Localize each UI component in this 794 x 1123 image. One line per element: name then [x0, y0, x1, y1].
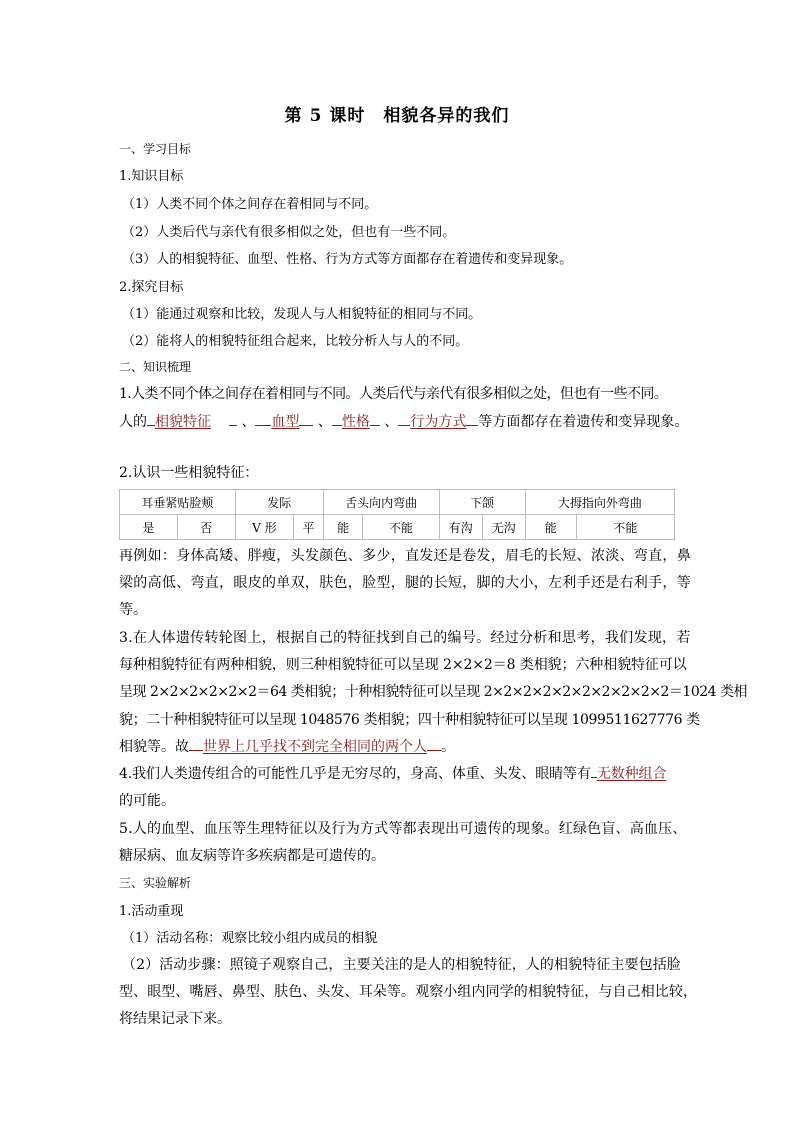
knowledge-goal-1: （1）人类不同个体之间存在着相同与不同。 — [122, 197, 378, 212]
blank — [427, 736, 441, 751]
text: 相貌等。故 — [119, 739, 189, 755]
separator: 、 — [384, 414, 399, 430]
activity-steps-line-2: 型、眼型、嘴唇、鼻型、肤色、头发、耳朵等。观察小组内同学的相貌特征，与自己相比较， — [119, 984, 698, 1000]
table-cell: 不能 — [363, 515, 439, 540]
explore-goal-1: （1）能通过观察和比较，发现人与人相貌特征的相同与不同。 — [122, 307, 482, 322]
trait-table — [119, 489, 675, 540]
combination-line-3: 呈现 2×2×2×2×2×2＝64 类相貌；十种相貌特征可以呈现 2×2×2×2×2×2×2×2×2×2＝1024 类相 — [119, 684, 747, 700]
combination-line-1: 3.在人体遗传转轮图上，根据自己的特征找到自己的编号。经过分析和思考，我们发现，若 — [119, 630, 691, 646]
knowledge-goal-title: 1.知识目标 — [119, 169, 184, 184]
knowledge-paragraph-1-line-2 — [119, 411, 688, 431]
text: 人的 — [119, 414, 147, 430]
explore-goal-2: （2）能将人的相貌特征组合起来，比较分析人与人的不同。 — [122, 334, 469, 349]
text: 等方面都存在着遗传和变异现象。 — [478, 414, 689, 430]
trait-table-title: 2.认识一些相貌特征： — [119, 465, 259, 481]
table-cell: 能 — [525, 515, 576, 540]
knowledge-goal-2: （2）人类后代与亲代有很多相似之处，但也有一些不同。 — [122, 225, 456, 240]
activity-title: 1.活动重现 — [119, 904, 184, 919]
blank — [332, 411, 342, 426]
section-heading-goals: 一、学习目标 — [119, 142, 192, 156]
table-header-cell: 发际 — [235, 490, 323, 515]
blank — [229, 411, 237, 426]
combination-line-4: 貌；二十种相貌特征可以呈现 1048576 类相貌；四十种相貌特征可以呈现 1099511627776 类 — [119, 712, 700, 728]
table-header-row — [120, 490, 675, 515]
heredity-line-2: 糖尿病、血友病等许多疾病都是可遗传的。 — [119, 848, 385, 864]
blank — [299, 411, 313, 426]
blank — [189, 736, 203, 751]
table-cell: 无沟 — [482, 515, 525, 540]
page-title: 第 5 课时 相貌各异的我们 — [284, 106, 510, 126]
genetic-combination-line-2: 的可能。 — [119, 793, 175, 809]
text: 4.我们人类遗传组合的可能性几乎是无穷尽的，身高、体重、头发、眼睛等有 — [119, 766, 591, 782]
table-row — [120, 515, 675, 540]
answer-appearance: 相貌特征 — [155, 414, 211, 430]
activity-name: （1）活动名称：观察比较小组内成员的相貌 — [122, 931, 378, 946]
section-heading-knowledge: 二、知识梳理 — [119, 360, 192, 374]
table-header-cell: 大拇指向外弯曲 — [525, 490, 674, 515]
answer-blood-type: 血型 — [271, 414, 300, 430]
table-cell: 否 — [177, 515, 235, 540]
heredity-line-1: 5.人的血型、血压等生理特征以及行为方式等都表现出可遗传的现象。红绿色盲、高血压、 — [119, 821, 687, 837]
answer-behavior: 行为方式 — [410, 414, 467, 430]
table-header-cell: 舌头向内弯曲 — [323, 490, 439, 515]
blank — [466, 411, 478, 426]
table-header-cell: 耳垂紧贴脸颊 — [120, 490, 236, 515]
text: 。 — [441, 739, 455, 755]
answer-countless-combinations: 无数种组合 — [596, 766, 667, 782]
combination-line-5 — [119, 736, 455, 756]
separator: 、 — [317, 414, 332, 430]
explore-goal-title: 2.探究目标 — [119, 280, 184, 295]
knowledge-paragraph-1-line-1: 1.人类不同个体之间存在着相同与不同。人类后代与亲代有很多相似之处，但也有一些不同。 — [119, 386, 668, 402]
table-cell: 平 — [293, 515, 323, 540]
table-cell: 能 — [323, 515, 363, 540]
answer-no-identical-people: 世界上几乎找不到完全相同的两个人 — [203, 739, 427, 755]
genetic-combination-line-1 — [119, 763, 666, 783]
table-cell: 不能 — [576, 515, 674, 540]
trait-examples-line-1: 再例如：身体高矮、胖瘦，头发颜色、多少，直发还是卷发，眉毛的长短、浓淡、弯直，鼻 — [119, 548, 691, 564]
answer-character: 性格 — [341, 414, 370, 430]
blank — [370, 411, 380, 426]
section-heading-experiment: 三、实验解析 — [119, 876, 192, 890]
table-cell: V 形 — [235, 515, 293, 540]
table-cell: 有沟 — [439, 515, 482, 540]
separator: 、 — [241, 414, 256, 430]
blank — [398, 411, 410, 426]
trait-examples-line-3: 等。 — [119, 602, 147, 618]
activity-steps-line-3: 将结果记录下来。 — [119, 1011, 231, 1027]
blank — [255, 411, 271, 426]
trait-examples-line-2: 梁的高低、弯直，眼皮的单双，肤色，脸型，腿的长短，脚的大小，左利手还是右利手，等 — [119, 575, 691, 591]
combination-line-2: 每种相貌特征有两种相貌，则三种相貌特征可以呈现 2×2×2＝8 类相貌；六种相貌特征可以 — [119, 657, 687, 673]
knowledge-goal-3: （3）人的相貌特征、血型、性格、行为方式等方面都存在着遗传和变异现象。 — [122, 252, 573, 267]
activity-steps-line-1: （2）活动步骤：照镜子观察自己，主要关注的是人的相貌特征，人的相貌特征主要包括脸 — [122, 957, 681, 973]
table-cell: 是 — [120, 515, 178, 540]
table-header-cell: 下颌 — [439, 490, 525, 515]
blank — [147, 411, 155, 426]
